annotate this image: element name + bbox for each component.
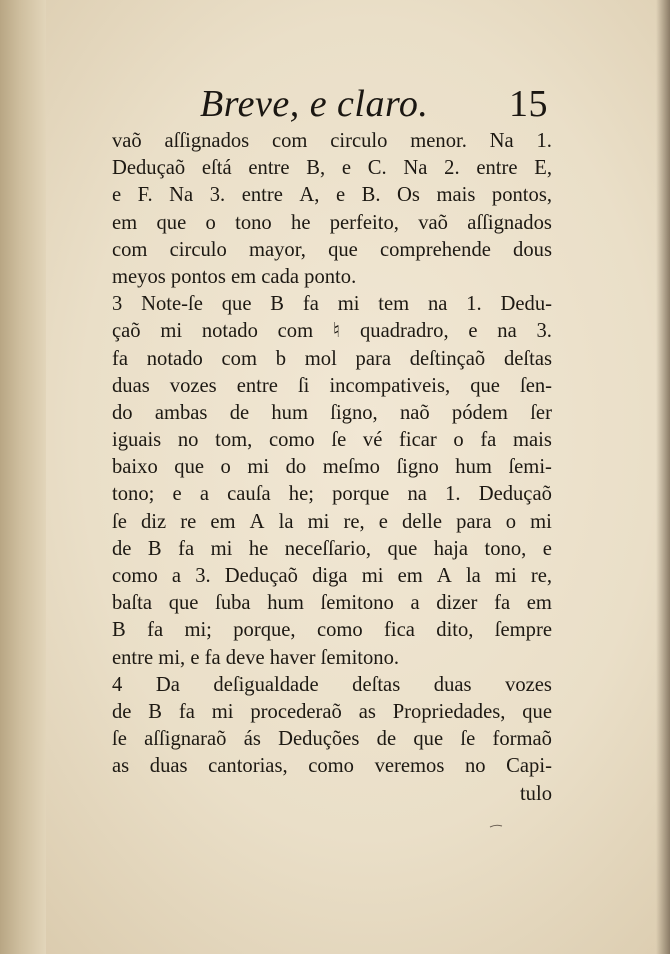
text-line: do ambas de hum ſigno, naõ pódem ſer xyxy=(112,401,552,424)
page-gutter xyxy=(0,0,46,954)
text-line: de B fa mi he neceſſario, que haja tono, e xyxy=(112,537,552,560)
text-line: baſta que ſuba hum ſemitono a dizer fa em xyxy=(112,592,552,615)
text-line: tulo xyxy=(519,782,552,805)
page-edge xyxy=(656,0,670,954)
text-line: fa notado com b mol para deſtinçaõ deſtas xyxy=(112,347,552,370)
text-line: Deduçaõ eſtá entre B, e C. Na 2. entre E, xyxy=(112,157,552,180)
ink-mark xyxy=(488,818,548,830)
text-line: com circulo mayor, que comprehende dous xyxy=(112,238,552,261)
text-line: as duas cantorias, como veremos no Capi- xyxy=(112,755,552,778)
page-number: 15 xyxy=(509,83,548,125)
text-line: ſe diz re em A la mi re, e delle para o mi xyxy=(112,510,552,533)
text-line: 4 Da deſigualdade deſtas duas vozes xyxy=(112,673,552,696)
text-line: e F. Na 3. entre A, e B. Os mais pontos, xyxy=(112,184,552,207)
text-line: baixo que o mi do meſmo ſigno hum ſemi- xyxy=(112,456,552,479)
text-line: ſe aſſignaraõ ás Deduções de que ſe formaõ xyxy=(112,728,552,751)
text-line: B fa mi; porque, como fica dito, ſempre xyxy=(112,619,552,642)
text-line: em que o tono he perfeito, vaõ aſſignados xyxy=(112,211,552,234)
text-line: meyos pontos em cada ponto. xyxy=(112,265,357,288)
text-line: vaõ aſſignados com circulo menor. Na 1. xyxy=(112,130,552,152)
text-line: tono; e a cauſa he; porque na 1. Deduçaõ xyxy=(112,483,552,506)
text-block xyxy=(112,128,552,808)
text-line: iguais no tom, como ſe vé ficar o fa mais xyxy=(112,429,552,452)
text-line: duas vozes entre ſi incompativeis, que ſen- xyxy=(112,374,552,397)
page-header xyxy=(200,82,548,126)
text-line: 3 Note-ſe que B fa mi tem na 1. Dedu- xyxy=(112,293,552,316)
text-line: çaõ mi notado com ♮ quadradro, e na 3. xyxy=(112,320,552,343)
text-line: de B fa mi procederaõ as Propriedades, que xyxy=(112,700,552,723)
text-line: entre mi, e fa deve haver ſemitono. xyxy=(112,646,400,669)
text-line: como a 3. Deduçaõ diga mi em A la mi re, xyxy=(112,565,552,587)
running-title: Breve, e claro. xyxy=(200,83,429,125)
